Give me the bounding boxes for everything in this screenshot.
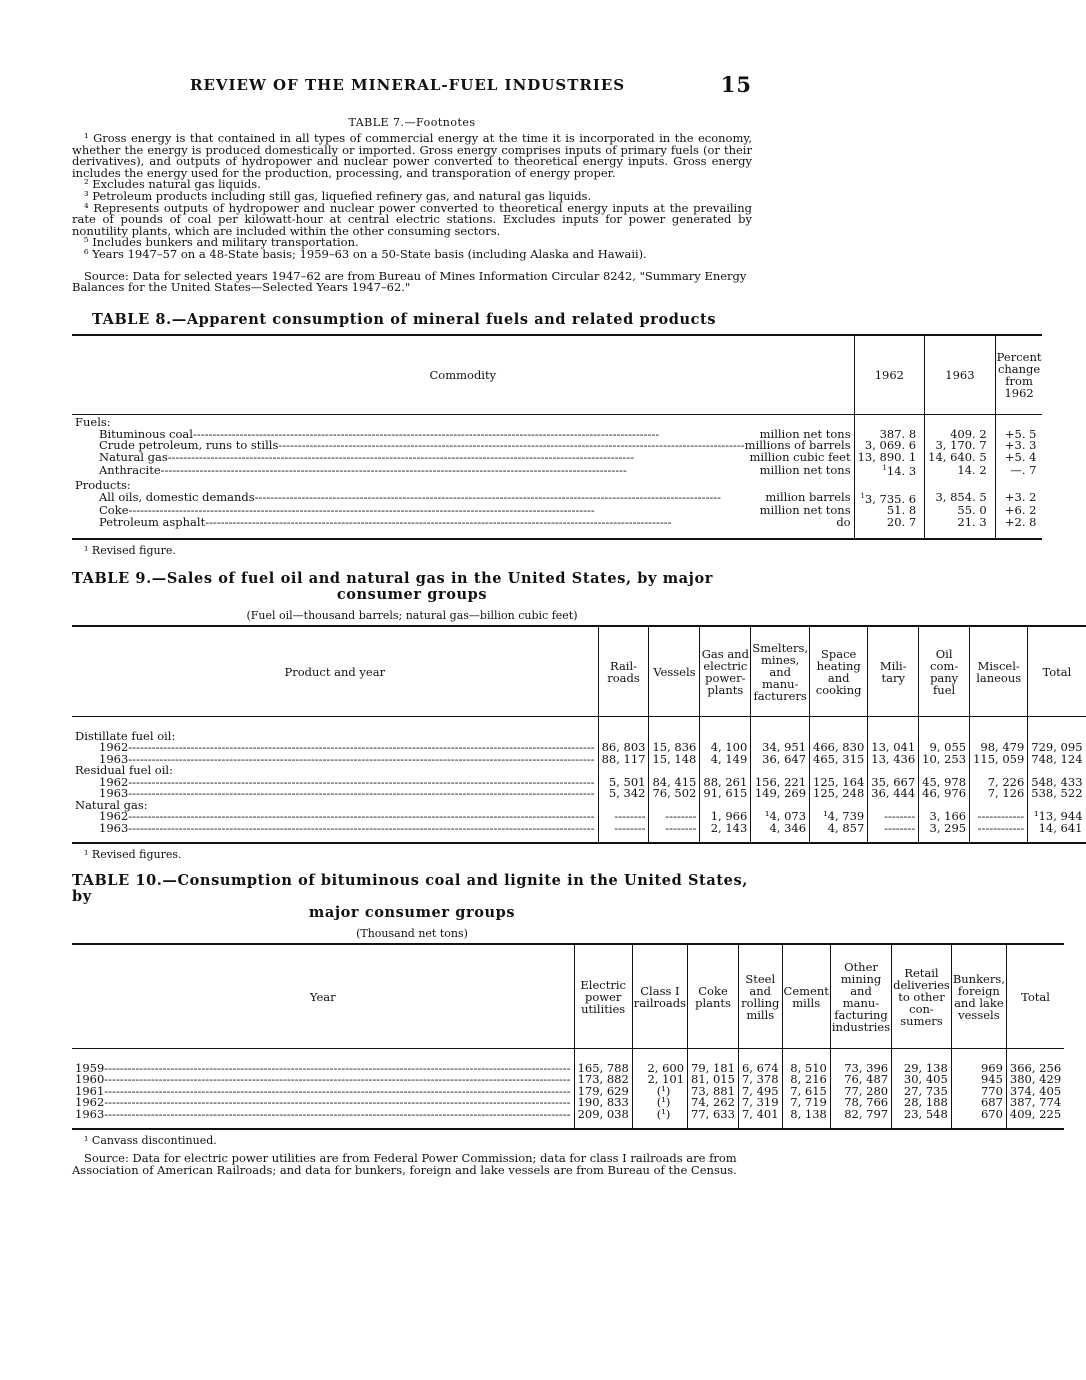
table10-year: 1962 (75, 1095, 105, 1110)
table9-value-cell: 3, 295 (919, 823, 970, 844)
table8-commodity-cell (72, 514, 854, 540)
table9-row (72, 823, 1086, 844)
table10-header-1: Electric power utilities (574, 944, 632, 1048)
table9-value-cell: 15, 148 (649, 754, 700, 766)
table10-value-cell: 77, 633 (688, 1109, 739, 1130)
table10-value-cell: 7, 615 (782, 1086, 830, 1098)
table10-value-cell: 387, 774 (1006, 1097, 1064, 1109)
table8-commodity-name: Coke (99, 503, 129, 518)
table8-value-1963: 3, 170. 7 (925, 440, 996, 452)
table9-year: 1962 (99, 740, 129, 755)
table10-year: 1963 (75, 1106, 105, 1121)
table8-group-label: Products: (75, 477, 131, 492)
table9-value-cell: 46, 976 (919, 788, 970, 800)
table8-value-1962-text: 13, 890. 1 (857, 449, 917, 464)
table9-value-cell: 36, 444 (868, 788, 919, 800)
table9-title-line1: TABLE 9.—Sales of fuel oil and natural gas in the United States, by major (72, 570, 714, 588)
table8-header-commodity: Commodity (429, 367, 497, 382)
table9-value-cell: 76, 502 (649, 788, 700, 800)
table9-value-cell: 729, 095 (1028, 742, 1086, 754)
table9-value-cell: 10, 253 (919, 754, 970, 766)
table8-value-1962-text: 20. 7 (886, 514, 917, 529)
table9-value-cell: 36, 647 (751, 754, 810, 766)
table9-row (72, 754, 1086, 766)
table10-value-cell: 76, 487 (830, 1074, 891, 1086)
table8-row (72, 517, 1042, 540)
table8-commodity-unit: million net tons (759, 426, 851, 441)
table10-value-cell: 82, 797 (830, 1109, 891, 1130)
table8-value-1963: 14. 2 (925, 463, 996, 477)
table9-value-cell: 548, 433 (1028, 777, 1086, 789)
table9-empty-cell (970, 716, 1028, 742)
table10-value-cell: 73, 881 (688, 1086, 739, 1098)
table9-year-cell (72, 820, 598, 844)
table9-value-cell: 4, 149 (700, 754, 751, 766)
table9-value-cell: 3, 166 (919, 811, 970, 823)
table8-percent-change: +3. 2 (995, 491, 1042, 505)
table9-empty-cell (649, 716, 700, 742)
table9-year: 1963 (99, 786, 129, 801)
table9-header-1: Rail-roads (598, 626, 649, 716)
table9-header-4: Smelters, mines, and manu-facturers (751, 626, 810, 716)
table8-commodity-unit: do (836, 514, 851, 529)
table9-value-cell: 7, 226 (970, 777, 1028, 789)
table10-title-line1: TABLE 10.—Consumption of bituminous coal and lignite in the United States, by (72, 872, 748, 906)
table9-value-cell: 88, 261 (700, 777, 751, 789)
table8-value-1962-text: 14. 3 (886, 464, 917, 479)
table8-value-1963: 3, 854. 5 (925, 491, 996, 505)
table10-value-cell: 687 (951, 1097, 1006, 1109)
table8-commodity-cell (72, 449, 854, 464)
table10-footnote: ¹ Canvass discontinued. (84, 1134, 217, 1148)
table10-value-cell: 77, 280 (830, 1086, 891, 1098)
table9-year: 1962 (99, 809, 129, 824)
table10-value-cell: 409, 225 (1006, 1109, 1064, 1130)
table8-percent-change: +6. 2 (995, 505, 1042, 517)
table8-row (72, 452, 1042, 464)
table9-footnote: ¹ Revised figures. (84, 848, 182, 862)
table8-commodity-name: Natural gas (99, 449, 168, 464)
table9-value-cell: -------- (649, 811, 700, 823)
table10-header-6: Other mining and manu-facturing industries (830, 944, 891, 1048)
table9-header-6: Mili-tary (868, 626, 919, 716)
table9-value-cell: ------------ (970, 811, 1028, 823)
table10-value-cell: 366, 256 (1006, 1048, 1064, 1074)
running-title: REVIEW OF THE MINERAL-FUEL INDUSTRIES (190, 76, 626, 94)
running-head (72, 70, 752, 100)
table10-value-cell: 165, 788 (574, 1048, 632, 1074)
table10-value-cell: 969 (951, 1048, 1006, 1074)
table9-value-cell: 5, 342 (598, 788, 649, 800)
table9-value-cell: 14, 641 (1028, 823, 1086, 844)
table8-value-1963: 21. 3 (925, 517, 996, 540)
footnote-2: ² Excludes natural gas liquids. (84, 177, 261, 192)
table10-value-cell: 78, 766 (830, 1097, 891, 1109)
table9-empty-cell (919, 716, 970, 742)
table10-header-3: Coke plants (688, 944, 739, 1048)
table8-value-1963: 409. 2 (925, 429, 996, 441)
page (72, 70, 1083, 1177)
table9-value-cell: 7, 126 (970, 788, 1028, 800)
table9-empty-cell (598, 716, 649, 742)
table9-value-cell: 45, 978 (919, 777, 970, 789)
table10-value-cell: 30, 405 (892, 1074, 952, 1086)
table10-row (72, 1048, 1064, 1074)
table10-value-cell: 74, 262 (688, 1097, 739, 1109)
table9-value-cell: 465, 315 (810, 754, 868, 766)
table8-empty-cell (854, 478, 925, 492)
table8-commodity-unit: millions of barrels (744, 438, 851, 453)
table8-value-1962 (854, 514, 925, 540)
table9-value-cell: 4, 100 (700, 742, 751, 754)
table9-value-cell: ------------ (970, 823, 1028, 844)
table8-title: TABLE 8.—Apparent consumption of mineral fuels and related products (92, 310, 717, 328)
table9-value-cell: 88, 117 (598, 754, 649, 766)
table8-group-label: Fuels: (75, 415, 111, 430)
table9-header-0: Product and year (284, 664, 386, 679)
table8-commodity-unit: million cubic feet (749, 449, 851, 464)
table8-revised-mark: 1 (882, 464, 887, 473)
table9-empty-cell (868, 716, 919, 742)
table7-footnotes-heading: TABLE 7.—Footnotes (348, 116, 476, 129)
table10-value-cell: 670 (951, 1109, 1006, 1130)
table10-header-8: Bunkers, foreign and lake vessels (951, 944, 1006, 1048)
table10-header-2: Class I railroads (632, 944, 687, 1048)
table9-value-cell: 466, 830 (810, 742, 868, 754)
table9-value-cell: 115, 059 (970, 754, 1028, 766)
table8-percent-change: —. 7 (995, 463, 1042, 477)
table8-value-1962-text: 3, 735. 6 (864, 491, 917, 506)
table10-value-cell: (¹) (632, 1109, 687, 1130)
table9-value-cell: ¹4, 739 (810, 811, 868, 823)
table10-header-9: Total (1006, 944, 1064, 1048)
table8-percent-change: +3. 3 (995, 440, 1042, 452)
table9-year: 1962 (99, 774, 129, 789)
table10-value-cell: 7, 401 (738, 1109, 782, 1130)
table9 (72, 625, 1086, 844)
table10-value-cell: 28, 188 (892, 1097, 952, 1109)
table10-value-cell: 8, 138 (782, 1109, 830, 1130)
table10-value-cell: 380, 429 (1006, 1074, 1064, 1086)
table9-value-cell: 9, 055 (919, 742, 970, 754)
table8-commodity-name: All oils, domestic demands (99, 490, 255, 505)
table9-header-9: Total (1028, 626, 1086, 716)
table9-row (72, 788, 1086, 800)
table9-value-cell: -------- (598, 811, 649, 823)
table10-value-cell: 29, 138 (892, 1048, 952, 1074)
table10-year-cell (72, 1048, 574, 1074)
table10-year: 1961 (75, 1083, 105, 1098)
table9-value-cell: -------- (868, 823, 919, 844)
table8-header-1963: 1963 (925, 335, 996, 415)
table10-value-cell: 7, 719 (782, 1097, 830, 1109)
table8-value-1962-text: 51. 8 (886, 503, 917, 518)
table9-value-cell: 125, 248 (810, 788, 868, 800)
table9-group-label: Natural gas: (75, 797, 148, 812)
table10-source: Source: Data for electric power utilities are from Federal Power Commission; data for class I railroads are from Association of American Railroads; and data for bunkers, foreign and lake vessels are from Bureau of the Census. (72, 1151, 737, 1177)
table8-commodity-unit: million barrels (765, 490, 851, 505)
table9-value-cell: 13, 041 (868, 742, 919, 754)
table9-value-cell: 4, 346 (751, 823, 810, 844)
table10-unit: (Thousand net tons) (356, 927, 468, 941)
table8-header-percent: Percent change from 1962 (995, 335, 1042, 415)
table10-header-7: Retail deliveries to other con-sumers (892, 944, 952, 1048)
table10-value-cell: 73, 396 (830, 1048, 891, 1074)
table9-value-cell: 2, 143 (700, 823, 751, 844)
table9-header-8: Miscel-laneous (970, 626, 1028, 716)
table10-year: 1960 (75, 1072, 105, 1087)
table9-header-7: Oil com-pany fuel (919, 626, 970, 716)
table8-commodity-name: Petroleum asphalt (99, 514, 206, 529)
table8-value-1963: 14, 640. 5 (925, 452, 996, 464)
table8-percent-change: +2. 8 (995, 517, 1042, 540)
table10-value-cell: 190, 833 (574, 1097, 632, 1109)
table10-value-cell: (¹) (632, 1097, 687, 1109)
table9-group-label: Residual fuel oil: (75, 763, 173, 778)
table10-year-cell (72, 1106, 574, 1130)
table9-value-cell: ¹13, 944 (1028, 811, 1086, 823)
table10-value-cell: 8, 510 (782, 1048, 830, 1074)
table9-value-cell: 34, 951 (751, 742, 810, 754)
table8-value-1962-text: 387. 8 (879, 426, 917, 441)
table8-value-1962 (854, 449, 925, 464)
table10-value-cell: 79, 181 (688, 1048, 739, 1074)
table10 (72, 943, 1064, 1130)
table10-value-cell: 7, 319 (738, 1097, 782, 1109)
table8-commodity-name: Crude petroleum, runs to stills (99, 438, 279, 453)
table9-value-cell: 538, 522 (1028, 788, 1086, 800)
table8-group-row (72, 478, 1042, 492)
table9-value-cell: 35, 667 (868, 777, 919, 789)
table8-commodity-cell (72, 463, 854, 477)
table8-value-1962 (854, 463, 925, 477)
table10-value-cell: (¹) (632, 1086, 687, 1098)
table9-group-label: Distillate fuel oil: (75, 728, 176, 743)
table10-value-cell: 2, 600 (632, 1048, 687, 1074)
table10-value-cell: 2, 101 (632, 1074, 687, 1086)
table10-year: 1959 (75, 1060, 105, 1075)
table10-value-cell: 770 (951, 1086, 1006, 1098)
table9-header-5: Space heating and cooking (810, 626, 868, 716)
footnote-3: ³ Petroleum products including still gas, liquefied refinery gas, and natural gas liquids. (84, 188, 592, 203)
footnote-4: ⁴ Represents outputs of hydropower and nuclear power converted to theoretical energy inputs at the prevailing rate of pounds of coal per kilowatt-hour at central electric stations. Excludes inputs for power generated by nonutility plants, which are included within the other consuming sectors. (72, 200, 752, 238)
table8 (72, 334, 1042, 541)
table9-value-cell: 125, 164 (810, 777, 868, 789)
footnote-1: ¹ Gross energy is that contained in all types of commercial energy at the time it is incorporated in the economy, whether the energy is produced domestically or imported. Gross energy comprises inputs of primary fuels (or their derivatives), and outputs of hydropower and nuclear power converted to theoretical energy inputs. Gross energy includes the energy used for the production, processing, and transporation of energy proper. (72, 131, 752, 180)
table9-value-cell: 84, 415 (649, 777, 700, 789)
table8-value-1962-text: 3, 069. 6 (864, 438, 917, 453)
table10-value-cell: 945 (951, 1074, 1006, 1086)
table9-value-cell: 98, 479 (970, 742, 1028, 754)
table8-commodity-unit: million net tons (759, 462, 851, 477)
table9-value-cell: 748, 124 (1028, 754, 1086, 766)
table9-empty-cell (810, 716, 868, 742)
table10-value-cell: 8, 216 (782, 1074, 830, 1086)
table8-empty-cell (925, 478, 996, 492)
table8-value-1963: 55. 0 (925, 505, 996, 517)
table7-source: Source: Data for selected years 1947–62 are from Bureau of Mines Information Circular 8242, "Summary Energy Balances for the United States—Selected Years 1947–62." (72, 268, 747, 295)
table9-value-cell: 15, 836 (649, 742, 700, 754)
table10-value-cell: 173, 882 (574, 1074, 632, 1086)
table9-value-cell: ¹4, 073 (751, 811, 810, 823)
table9-value-cell: -------- (649, 823, 700, 844)
table10-value-cell: 374, 405 (1006, 1086, 1064, 1098)
table10-value-cell: 209, 038 (574, 1109, 632, 1130)
table9-value-cell: 91, 615 (700, 788, 751, 800)
table10-row (72, 1109, 1064, 1130)
table9-empty-cell (700, 716, 751, 742)
table10-value-cell: 27, 735 (892, 1086, 952, 1098)
table10-title-line2: major consumer groups (308, 904, 516, 922)
table8-empty-cell (995, 478, 1042, 492)
table9-header-2: Vessels (649, 626, 700, 716)
table9-empty-cell (1028, 716, 1086, 742)
table9-value-cell: 1, 966 (700, 811, 751, 823)
table10-value-cell: 7, 495 (738, 1086, 782, 1098)
table8-percent-change: +5. 4 (995, 452, 1042, 464)
table9-value-cell: 156, 221 (751, 777, 810, 789)
table9-empty-cell (751, 716, 810, 742)
page-number: 15 (720, 72, 752, 97)
table8-commodity-unit: million net tons (759, 503, 851, 518)
table8-header-1962: 1962 (854, 335, 925, 415)
footnote-5: ⁵ Includes bunkers and military transportation. (84, 235, 359, 250)
table10-header-5: Cement mills (782, 944, 830, 1048)
table8-commodity-name: Bituminous coal (99, 426, 193, 441)
table9-value-cell: 5, 501 (598, 777, 649, 789)
table10-value-cell: 6, 674 (738, 1048, 782, 1074)
table8-percent-change: +5. 5 (995, 429, 1042, 441)
table10-value-cell: 23, 548 (892, 1109, 952, 1130)
table10-value-cell: 7, 378 (738, 1074, 782, 1086)
table8-revised-mark: 1 (860, 492, 865, 501)
table9-value-cell: 86, 803 (598, 742, 649, 754)
table9-value-cell: 149, 269 (751, 788, 810, 800)
table9-unit: (Fuel oil—thousand barrels; natural gas—billion cubic feet) (246, 609, 578, 623)
table10-header-4: Steel and rolling mills (738, 944, 782, 1048)
table7-footnotes (72, 133, 752, 261)
table9-year: 1963 (99, 820, 129, 835)
table9-value-cell: -------- (868, 811, 919, 823)
table9-header-3: Gas and electric power-plants (700, 626, 751, 716)
table10-value-cell: 179, 629 (574, 1086, 632, 1098)
table9-year-cell (72, 788, 598, 800)
table8-commodity-name: Anthracite (99, 462, 161, 477)
table9-value-cell: -------- (598, 823, 649, 844)
footnote-6: ⁶ Years 1947–57 on a 48-State basis; 1959–63 on a 50-State basis (including Alaska and Hawaii). (84, 246, 647, 261)
table10-value-cell: 81, 015 (688, 1074, 739, 1086)
table8-row (72, 463, 1042, 477)
table8-footnote: ¹ Revised figure. (84, 544, 176, 558)
table9-value-cell: 13, 436 (868, 754, 919, 766)
table9-value-cell: 4, 857 (810, 823, 868, 844)
table9-year: 1963 (99, 751, 129, 766)
table10-header-0: Year (309, 989, 336, 1004)
table9-group-row (72, 716, 1086, 742)
table9-title-line2: consumer groups (336, 586, 488, 604)
